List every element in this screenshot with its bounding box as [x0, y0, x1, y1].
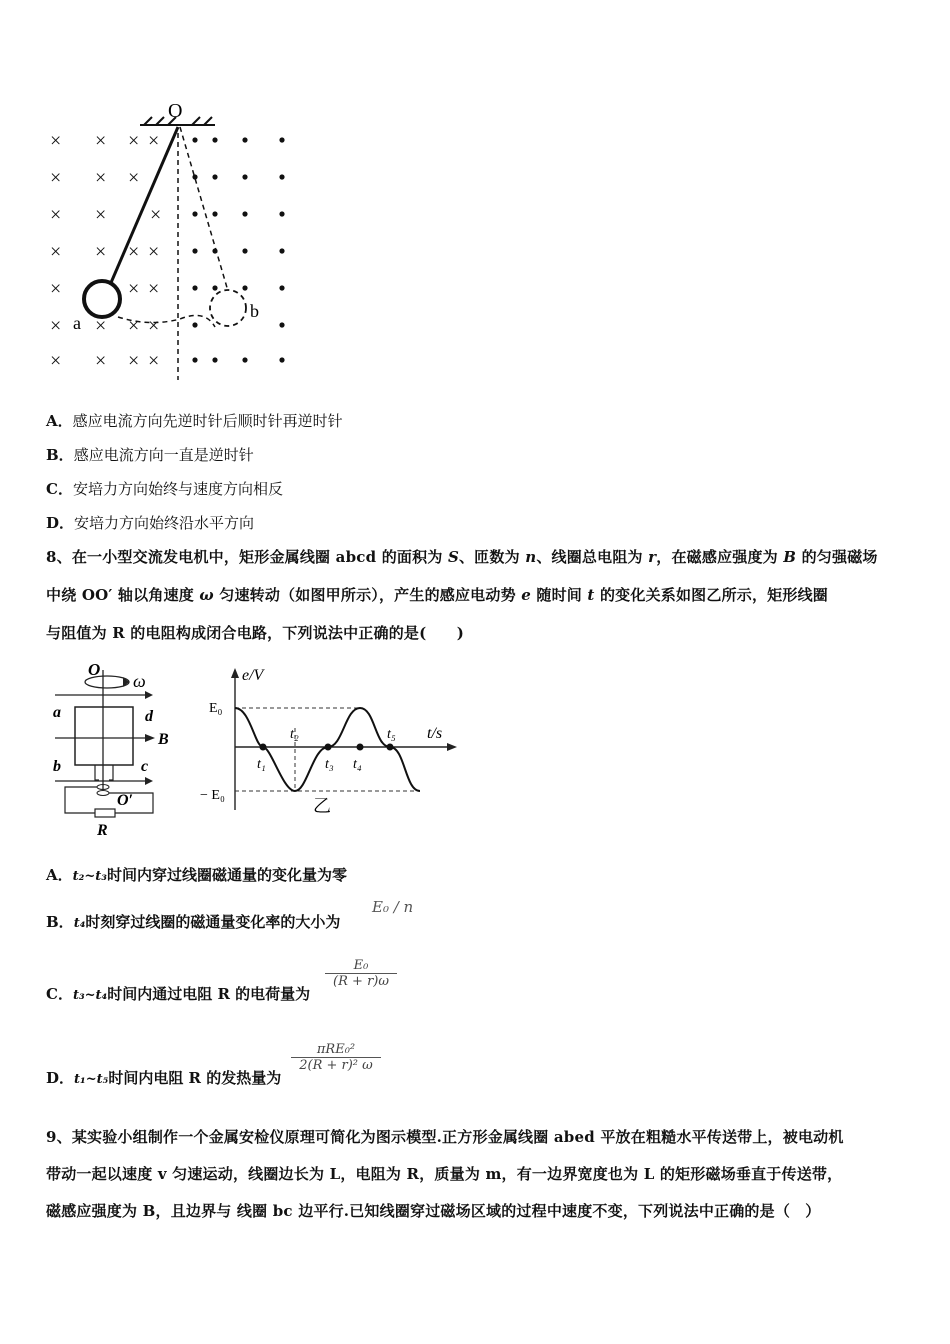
svg-text:×: ×: [95, 350, 107, 372]
svg-text:×: ×: [50, 167, 62, 189]
svg-text:×: ×: [95, 204, 107, 226]
svg-text:×: ×: [50, 241, 62, 263]
svg-text:×: ×: [148, 350, 160, 372]
q8-option-c-fraction: E₀ (R + r)ω: [325, 958, 397, 989]
svg-text:×: ×: [50, 350, 62, 372]
svg-text:B: B: [158, 731, 169, 748]
svg-text:×: ×: [150, 204, 162, 226]
ring-position-a: [84, 281, 120, 317]
q8-option-d: D．t₁~t₅时间内电阻 R 的发热量为: [46, 1069, 282, 1087]
t2-label: t₂: [290, 727, 299, 742]
svg-text:d: d: [145, 708, 153, 725]
svg-text:×: ×: [128, 241, 140, 263]
svg-text:c: c: [141, 758, 149, 775]
svg-text:a: a: [53, 704, 61, 721]
magnetic-field-out-dots: [192, 137, 284, 362]
point-t3: [325, 744, 332, 751]
y-axis-label: e/V: [242, 667, 264, 684]
svg-text:×: ×: [50, 278, 62, 300]
svg-text:b: b: [53, 758, 61, 775]
svg-text:×: ×: [50, 315, 62, 337]
coil-abcd: [75, 707, 133, 765]
magnetic-field-in-crosses: [50, 130, 161, 372]
q8-option-c: C．t₃~t₄时间内通过电阻 R 的电荷量为: [46, 985, 311, 1003]
q8-stem-line1: 8、在一小型交流发电机中，矩形金属线圈 abcd 的面积为 S、匝数为 n、线圈总电阻为 r，在磁感应强度为 B 的匀强磁场: [46, 548, 878, 566]
generator-diagram: [45, 655, 190, 840]
svg-text:×: ×: [95, 167, 107, 189]
pendulum-figure: [40, 95, 310, 385]
label-a: a: [73, 313, 81, 333]
q9-stem-line2: 带动一起以速度 v 匀速运动，线圈边长为 L，电阻为 R，质量为 m，有一边界宽度也为 L 的矩形磁场垂直于传送带，: [46, 1165, 843, 1183]
x-axis-label: t/s: [427, 725, 443, 742]
svg-text:×: ×: [148, 278, 160, 300]
figure-caption: 乙: [313, 796, 331, 816]
t1-label: t₁: [257, 757, 266, 772]
t5-label: t₅: [387, 727, 396, 742]
axis-label-O: O: [88, 660, 101, 679]
q9-stem-line3: 磁感应强度为 B，且边界与 线圈 bc 边平行.已知线圈穿过磁场区域的过程中速度不变，下列说法中正确的是（ ）: [46, 1202, 821, 1220]
svg-text:×: ×: [128, 278, 140, 300]
emf-time-graph: [195, 660, 465, 820]
svg-text:×: ×: [128, 167, 140, 189]
q8-option-b-formula: E₀ / n: [372, 898, 414, 916]
svg-text:×: ×: [148, 315, 160, 337]
point-t1: [260, 744, 267, 751]
svg-text:×: ×: [50, 204, 62, 226]
svg-text:R: R: [97, 822, 108, 839]
point-t4: [357, 744, 364, 751]
pivot-label: O: [168, 100, 183, 122]
t4-label: t₄: [353, 757, 362, 772]
svg-text:×: ×: [128, 350, 140, 372]
point-t5: [387, 744, 394, 751]
ring-position-b: [210, 290, 246, 326]
svg-text:×: ×: [95, 241, 107, 263]
q8-option-d-fraction: πRE₀² 2(R + r)² ω: [291, 1042, 381, 1073]
q7-option-c: C．安培力方向始终与速度方向相反: [46, 480, 283, 498]
svg-text:×: ×: [128, 130, 140, 152]
svg-text:×: ×: [95, 315, 107, 337]
q9-stem-line1: 9、某实验小组制作一个金属安检仪原理可简化为图示模型.正方形金属线圈 abed 平放在粗糙水平传送带上，被电动机: [46, 1128, 844, 1146]
omega-label: ω: [133, 671, 146, 691]
E0-label: E₀: [209, 701, 223, 716]
label-b: b: [250, 301, 259, 321]
q8-option-a: A．t₂~t₃时间内穿过线圈磁通量的变化量为零: [46, 866, 347, 884]
negE0-label: − E₀: [200, 788, 225, 803]
q7-option-b: B．感应电流方向一直是逆时针: [46, 446, 254, 464]
t3-label: t₃: [325, 757, 334, 772]
svg-text:×: ×: [148, 241, 160, 263]
svg-text:×: ×: [128, 315, 140, 337]
svg-text:O′: O′: [117, 792, 134, 809]
q7-option-a: A．感应电流方向先逆时针后顺时针再逆时针: [46, 412, 343, 430]
q7-option-d: D．安培力方向始终沿水平方向: [46, 514, 255, 532]
svg-text:×: ×: [148, 130, 160, 152]
resistor-R: [95, 809, 115, 817]
q8-stem-line2: 中绕 OO′ 轴以角速度 ω 匀速转动（如图甲所示），产生的感应电动势 e 随时间 t 的变化关系如图乙所示，矩形线圈: [46, 586, 828, 604]
q8-option-b: B．t₄时刻穿过线圈的磁通量变化率的大小为: [46, 913, 341, 931]
svg-text:×: ×: [95, 130, 107, 152]
q8-stem-line3: 与阻值为 R 的电阻构成闭合电路，下列说法中正确的是( ): [46, 624, 465, 642]
svg-text:×: ×: [50, 130, 62, 152]
